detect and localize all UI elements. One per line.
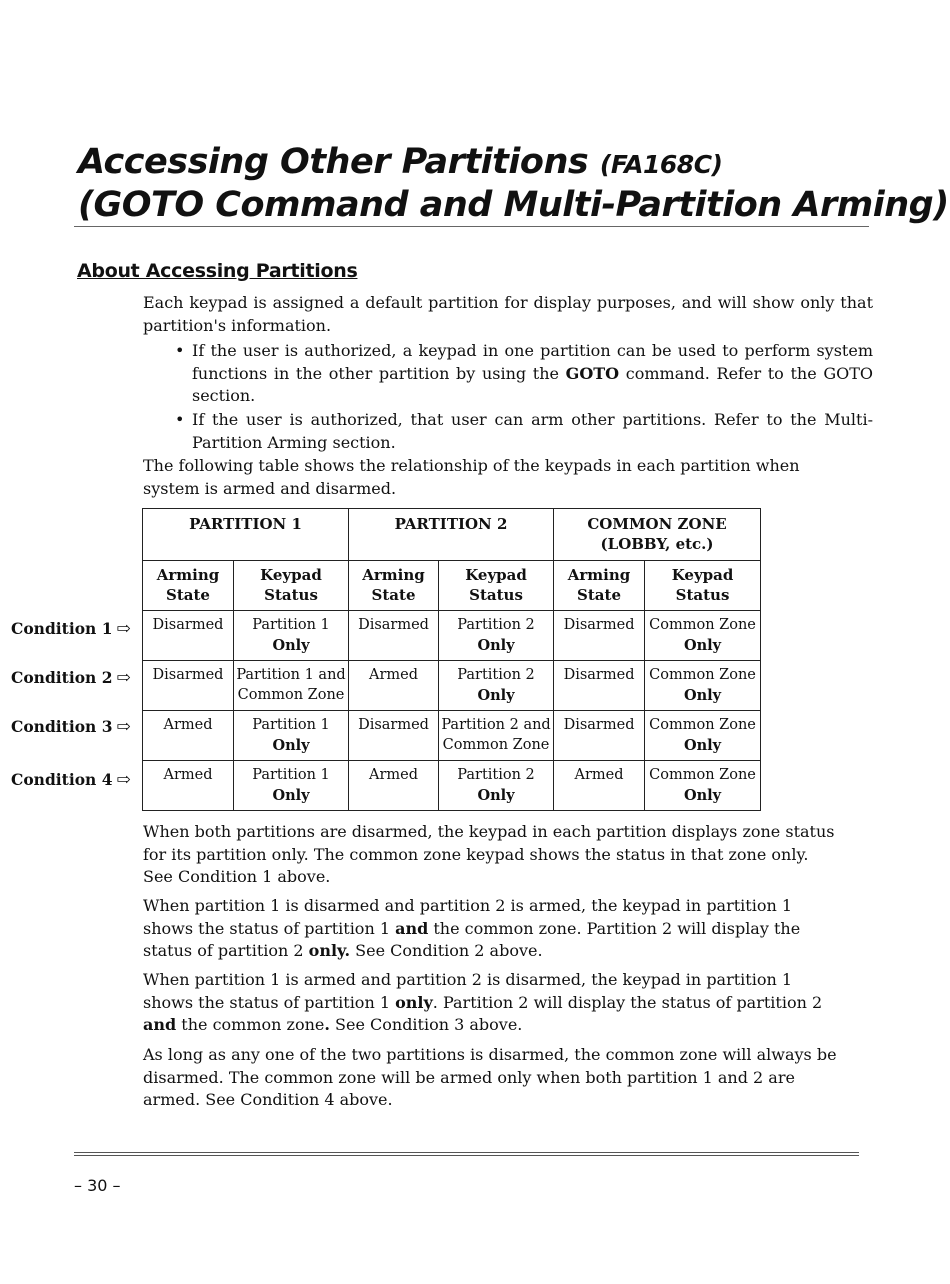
bullet-list: [172, 340, 873, 456]
cell-line: Disarmed: [358, 717, 429, 733]
title-code: (FA168C): [599, 150, 723, 179]
cell-line: Armed: [574, 767, 624, 783]
title-main: Accessing Other Partitions: [78, 142, 589, 182]
paragraph-text: When both partitions are disarmed, the keypad in each partition displays zone status for its partition only. The common zone keypad shows the status in that zone only. See Condition 1 above.: [143, 822, 835, 886]
group-header-partition-1: [143, 509, 349, 561]
bullet-text: command. Refer to the GOTO section.: [192, 363, 874, 405]
arrow-right-icon: ⇨: [116, 619, 131, 639]
footer-divider: [74, 1152, 859, 1153]
paragraph-bold-text: only.: [308, 941, 351, 960]
table-cell: [554, 611, 645, 661]
cell-line: Disarmed: [563, 667, 635, 683]
condition-label-2: [11, 668, 131, 688]
paragraph-text: As long as any one of the two partitions is disarmed, the common zone will always be disarmed. The common zone will be armed only when both partition 1 and 2 are armed. See Condition 4 above.: [143, 1045, 837, 1109]
paragraph-bold-text: only: [395, 992, 433, 1012]
cell-line: Disarmed: [563, 617, 635, 633]
condition-text: Condition 2: [11, 668, 113, 687]
column-header-line: Keypad: [260, 566, 322, 584]
title-divider: [74, 226, 869, 227]
table-cell: [645, 711, 761, 761]
condition-label-4: [11, 770, 131, 790]
paragraph-bold-text: .: [324, 1015, 330, 1034]
arrow-right-icon: ⇨: [116, 770, 131, 790]
cell-line: Partition 2: [457, 767, 535, 783]
table-row: [143, 611, 761, 661]
column-header: [143, 561, 234, 611]
table-cell: [554, 711, 645, 761]
footer-divider: [74, 1155, 859, 1156]
section-heading: About Accessing Partitions: [77, 260, 358, 282]
column-header-line: State: [577, 585, 621, 604]
cell-line: Armed: [369, 667, 419, 683]
table-cell: [554, 761, 645, 811]
paragraph-text: When partition 1 is armed and partition 2 is disarmed, the keypad in partition 1 shows the status of partition 1: [143, 970, 793, 1012]
cell-line: Partition 2: [457, 617, 535, 633]
column-header-line: Status: [469, 585, 523, 604]
column-header-line: State: [166, 585, 210, 604]
bullet-icon: •: [175, 410, 185, 429]
column-header: [349, 561, 439, 611]
arrow-right-icon: ⇨: [116, 717, 131, 737]
table-cell: [349, 711, 439, 761]
cell-line: Armed: [163, 717, 213, 733]
condition-label-3: [11, 717, 131, 737]
group-header-row: [143, 509, 761, 561]
column-header: [234, 561, 349, 611]
cell-line: Common Zone: [237, 686, 345, 703]
page-title: [78, 142, 949, 226]
condition-label-1: [11, 619, 131, 639]
column-header-line: Keypad: [465, 566, 527, 584]
column-header-line: Keypad: [671, 566, 734, 584]
table-cell: [143, 611, 234, 661]
condition-text: Condition 4: [11, 770, 113, 789]
cell-line-bold: Only: [683, 786, 722, 804]
paragraph-text: the common zone. Partition 2 will display the status of partition 2: [143, 918, 801, 960]
table-cell: [349, 661, 439, 711]
column-header-line: Status: [675, 585, 730, 604]
condition-text: Condition 3: [11, 717, 113, 736]
group-header-label: PARTITION 1: [189, 515, 302, 533]
column-header-row: [143, 561, 761, 611]
table-cell: [234, 711, 349, 761]
cell-line: Common Zone: [649, 617, 756, 633]
paragraph-text: When partition 1 is disarmed and partition 2 is armed, the keypad in partition 1 shows the status of partition 1: [143, 896, 793, 938]
cell-line: Partition 1: [252, 767, 330, 783]
cell-line-bold: Only: [683, 736, 722, 754]
intro-paragraph: Each keypad is assigned a default partition for display purposes, and will show only that partition's information.: [143, 293, 873, 335]
keypad-status-table: [142, 508, 761, 811]
paragraph-text: See Condition 2 above.: [350, 941, 543, 960]
bullet-bold-text: GOTO: [565, 363, 620, 383]
table-cell: [349, 611, 439, 661]
cell-line: Partition 1 and: [236, 667, 346, 683]
paragraph-text: . Partition 2 will display the status of partition 2: [432, 992, 823, 1012]
group-header-common-zone: [554, 509, 761, 561]
column-header-line: Arming: [156, 566, 220, 584]
table-cell: [554, 661, 645, 711]
arrow-right-icon: ⇨: [116, 668, 131, 688]
title-subtitle: (GOTO Command and Multi-Partition Arming): [78, 185, 949, 225]
table-cell: [234, 611, 349, 661]
column-header-line: Arming: [567, 566, 631, 584]
column-header: [645, 561, 761, 611]
paragraph-bold-text: and: [395, 918, 429, 938]
cell-line: Disarmed: [152, 667, 224, 683]
column-header: [439, 561, 554, 611]
table-cell: [439, 761, 554, 811]
cell-line-bold: Only: [683, 686, 722, 704]
explanation-paragraph: [143, 895, 843, 963]
table-intro-paragraph: The following table shows the relationship of the keypads in each partition when system is armed and disarmed.: [143, 456, 800, 498]
explanation-paragraph: [143, 821, 843, 889]
cell-line: Common Zone: [649, 667, 756, 683]
cell-line: Disarmed: [563, 717, 635, 733]
paragraph-bold-text: and: [143, 1015, 177, 1034]
table-cell: [234, 761, 349, 811]
table-cell: [234, 661, 349, 711]
bullet-item: [172, 340, 873, 408]
condition-text: Condition 1: [11, 619, 113, 638]
cell-line: Disarmed: [152, 617, 224, 633]
bullet-text: If the user is authorized, a keypad in one partition can be used to perform system functions in the other partition by using the: [192, 341, 873, 383]
bullet-item: [172, 409, 873, 454]
table-cell: [439, 611, 554, 661]
cell-line: Partition 1: [252, 617, 330, 633]
cell-line-bold: Only: [272, 786, 310, 804]
page-number: – 30 –: [74, 1176, 121, 1195]
table-row: [143, 761, 761, 811]
paragraph-text: the common zone: [176, 1015, 325, 1034]
cell-line-bold: Only: [477, 636, 515, 654]
cell-line-bold: Only: [272, 636, 310, 654]
cell-line: Partition 2 and: [441, 717, 551, 733]
cell-line: Common Zone: [649, 767, 756, 783]
table-cell: [439, 661, 554, 711]
cell-line: Partition 2: [457, 667, 535, 683]
cell-line-bold: Only: [477, 686, 515, 704]
bullet-text: If the user is authorized, that user can arm other partitions. Refer to the Multi-Partition Arming section.: [192, 410, 873, 452]
table-cell: [349, 761, 439, 811]
column-header-line: Arming: [362, 566, 425, 584]
table-row: [143, 711, 761, 761]
column-header: [554, 561, 645, 611]
cell-line-bold: Only: [683, 636, 722, 654]
table-row: [143, 661, 761, 711]
table-cell: [645, 761, 761, 811]
cell-line-bold: Only: [272, 736, 310, 754]
table-cell: [143, 761, 234, 811]
cell-line: Partition 1: [252, 717, 330, 733]
cell-line-bold: Only: [477, 786, 515, 804]
cell-line: Common Zone: [649, 717, 756, 733]
column-header-line: Status: [264, 585, 318, 604]
table-cell: [645, 611, 761, 661]
bullet-icon: •: [175, 341, 185, 360]
table-cell: [143, 661, 234, 711]
paragraph-text: See Condition 3 above.: [329, 1015, 523, 1034]
explanation-paragraph: [143, 1044, 843, 1112]
column-header-line: State: [371, 585, 416, 604]
explanation-paragraph: [143, 969, 843, 1037]
group-header-label: PARTITION 2: [394, 515, 508, 533]
cell-line: Common Zone: [442, 736, 550, 753]
table-cell: [645, 661, 761, 711]
group-header-label: COMMON ZONE: [587, 515, 727, 533]
cell-line: Armed: [163, 767, 213, 783]
table-cell: [143, 711, 234, 761]
group-header-partition-2: [349, 509, 554, 561]
table-cell: [439, 711, 554, 761]
cell-line: Armed: [369, 767, 419, 783]
group-header-sublabel: (LOBBY, etc.): [600, 534, 714, 553]
cell-line: Disarmed: [358, 617, 429, 633]
